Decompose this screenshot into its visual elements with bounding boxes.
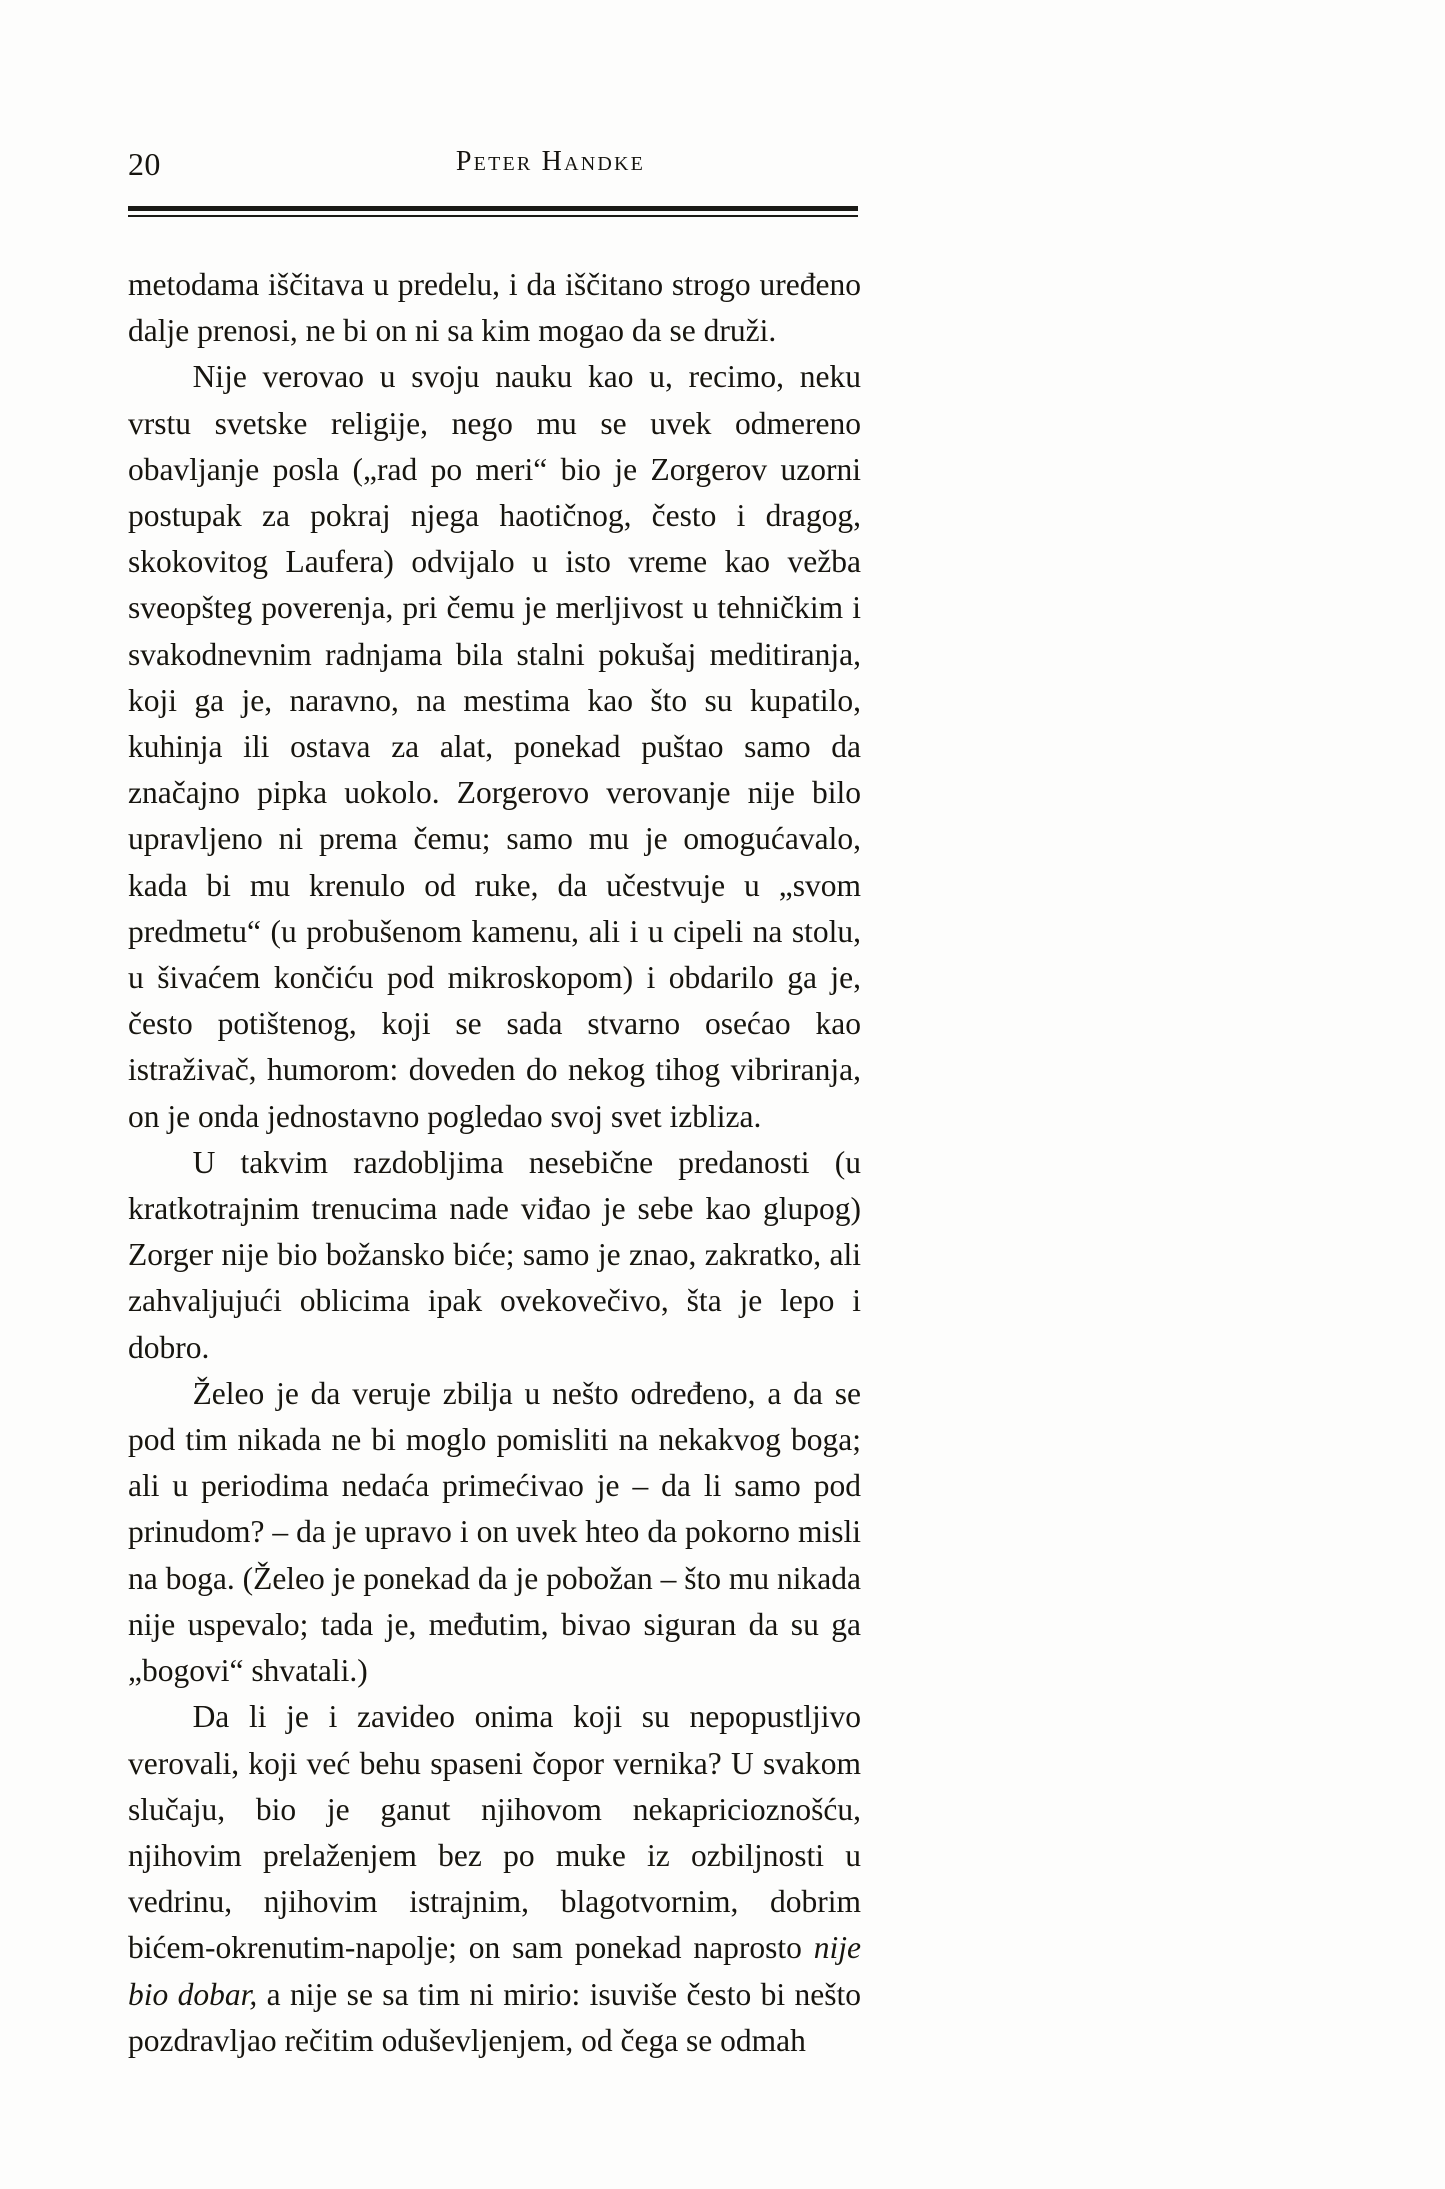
text-run: metodama iščitava u predelu, i da iščitano strogo uređeno dalje prenosi, ne bi on ni sa kim mogao da se druži. (128, 267, 861, 349)
text-run: U takvim razdobljima nesebične predanosti (u kratkotrajnim trenucima nade viđao je sebe kao glupog) Zorger nije bio božansko biće; samo je znao, zakratko, ali zahvaljujući oblicima ipak ovekovečivo, šta je lepo i dobro. (128, 1144, 861, 1365)
page-number: 20 (128, 146, 161, 182)
header-rule (128, 206, 858, 217)
text-run: Želeo je da veruje zbilja u nešto određeno, a da se pod tim nikada ne bi moglo pomisliti na nekakvog boga; ali u periodima nedaća primećivao je – da li samo pod prinudom? – da je upravo i on uvek hteo da pokorno misli na boga. (Želeo je ponekad da je pobožan – što mu nikada nije uspevalo; tada je, međutim, bivao siguran da su ga „bogovi“ shvatali.) (128, 1375, 862, 1689)
paragraph (128, 1371, 861, 1694)
text-run: a nije se sa tim ni mirio: isuviše često bi nešto pozdravljao rečitim oduševljenjem, od čega se odmah (128, 1976, 861, 2058)
running-title: Peter Handke (455, 146, 646, 177)
body-text-block (128, 262, 861, 2064)
running-head (128, 148, 863, 200)
italic-run: nije bio dobar, (128, 1930, 861, 2012)
text-run: Nije verovao u svoju nauku kao u, recimo, neku vrstu svetske religije, nego mu se uvek odmereno obavljanje posla („rad po meri“ bio je Zorgerov uzorni postupak za pokraj njega haotičnog, često i dragog, skokovitog Laufera) odvijalo u isto vreme kao vežba sveopšteg poverenja, pri čemu je merljivost u tehničkim i svakodnevnim radnjama bila stalni pokušaj meditiranja, koji ga je, naravno, na mestima kao što su kupatilo, kuhinja ili ostava za alat, ponekad puštao samo da značajno pipka uokolo. Zorgerovo verovanje nije bilo upravljeno ni prema čemu; samo mu je omogućavalo, kada bi mu krenulo od ruke, da učestvuje u „svom predmetu“ (u probušenom kamenu, ali i u cipeli na stolu, u šivaćem končiću pod mikroskopom) i obdarilo ga je, često potištenog, koji se sada stvarno osećao kao istraživač, humorom: doveden do nekog tihog vibriranja, on je onda jednostavno pogledao svoj svet izbliza. (128, 359, 861, 1134)
paragraph (128, 354, 861, 1139)
text-run: Da li je i zavideo onima koji su nepopustljivo verovali, koji već behu spaseni čopor vernika? U svakom slučaju, bio je ganut njihovom nekapricioznošću, njihovim prelaženjem bez po muke iz ozbiljnosti u vedrinu, njihovim istrajnim, blagotvornim, dobrim bićem-okrenutim-napolje; on sam ponekad naprosto (128, 1699, 861, 1966)
paragraph (128, 262, 861, 354)
paragraph (128, 1694, 861, 2064)
paragraph (128, 1140, 861, 1371)
rule-thin-line (128, 215, 858, 217)
